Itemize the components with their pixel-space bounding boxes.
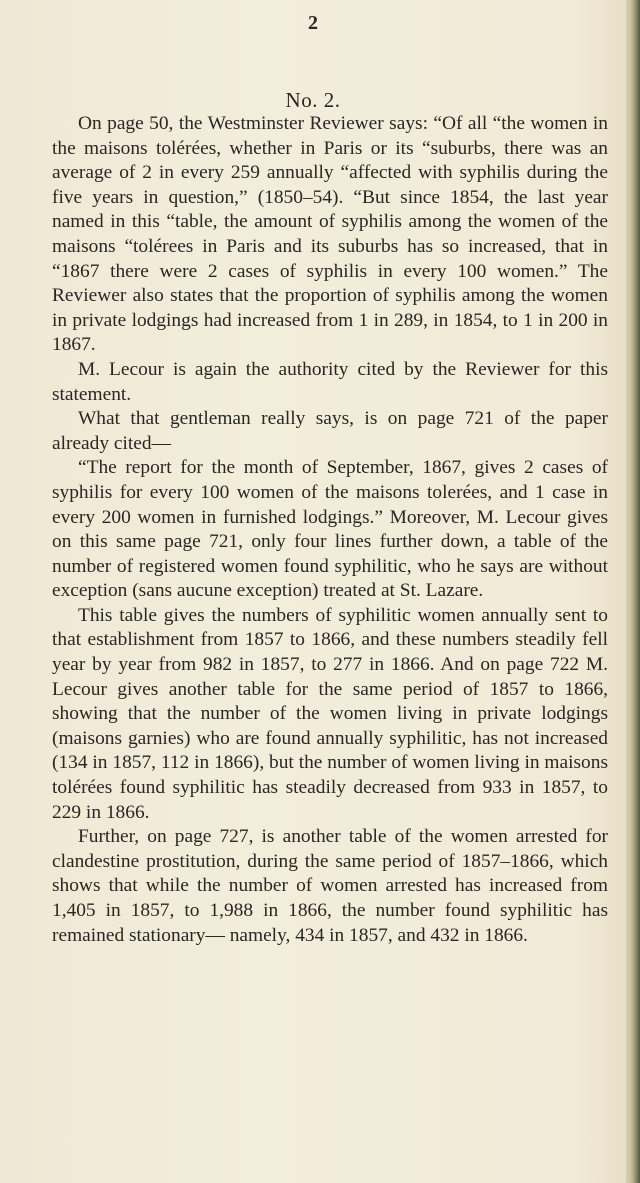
paragraph-what-gentleman-says: What that gentleman really says, is on page 721 of the paper already cited— (52, 408, 608, 454)
paragraph-westminster: On page 50, the Westminster Reviewer says: “Of all “the women in the maisons tolérées, whether in Paris or its “suburbs, there was an average of 2 in every 259 annually “affected with syphilis during the five years in question,” (1850–54). “But since 1854, the last year named in this “table, the amount of syphilis among the women of the maisons “tolérees in Paris and its suburbs has so increased, that in “1867 there were 2 cases of syphilis in every 100 women.” The Reviewer also states that the proportion of syphilis among the women in private lodgings had increased from 1 in 289, in 1854, to 1 in 200 in 1867. (52, 113, 608, 356)
paragraph-table-numbers: This table gives the numbers of syphilitic women annually sent to that establishment from 1857 to 1866, and these numbers steadily fell year by year from 982 in 1857, to 277 in 1866. And on page 722 M. Lecour gives another table for the same period of 1857 to 1866, showing that the number of the women living in private lodgings (maisons garnies) who are found annually syphilitic, has not increased (134 in 1857, 112 in 1866), but the number of women living in maisons tolérées found syphilitic has steadily decreased from 933 in 1857, to 229 in 1866. (52, 604, 608, 823)
page-number: 2 (308, 12, 318, 34)
paragraph-lecour-authority: M. Lecour is again the authority cited by the Reviewer for this statement. (52, 358, 608, 405)
paragraph-report-quote: “The report for the month of September, 1867, gives 2 cases of syphilis for every 100 women of the maisons tolerées, and 1 case in every 200 women in furnished lodgings.” Moreover, M. Lecour gives on this same page 721, only four lines further down, a table of the number of registered women found syphilitic, who he says are without exception (sans aucune exception) treated at St. Lazare. (52, 457, 608, 602)
body-text (52, 112, 608, 948)
section-heading: No. 2. (285, 88, 341, 112)
page-edge (626, 0, 640, 1183)
paragraph-arrested: Further, on page 727, is another table of the women arrested for clandestine prostitution, during the same period of 1857–1866, which shows that while the number of women arrested has increased from 1,405 in 1857, to 1,988 in 1866, the number found syphilitic has remained stationary— namely, 434 in 1857, and 432 in 1866. (52, 826, 608, 946)
